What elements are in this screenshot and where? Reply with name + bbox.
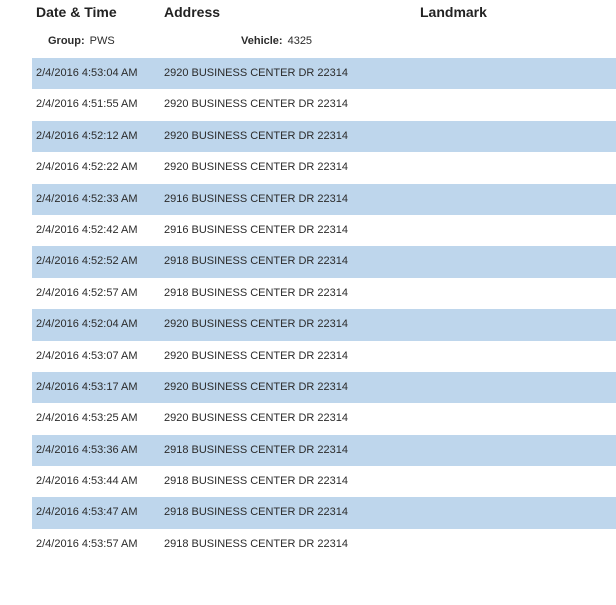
cell-datetime: 2/4/2016 4:52:22 AM [36, 161, 138, 174]
table-row[interactable] [32, 89, 616, 120]
cell-address: 2918 BUSINESS CENTER DR 22314 [164, 255, 349, 268]
cell-datetime: 2/4/2016 4:53:36 AM [36, 443, 138, 456]
table-row[interactable] [32, 529, 616, 560]
column-header-landmark[interactable]: Landmark [420, 4, 487, 20]
column-header-datetime[interactable]: Date & Time [36, 4, 117, 20]
cell-address: 2920 BUSINESS CENTER DR 22314 [164, 412, 349, 425]
cell-datetime: 2/4/2016 4:53:17 AM [36, 380, 138, 393]
vehicle-info [241, 35, 312, 47]
table-row[interactable] [32, 246, 616, 277]
table-row[interactable] [32, 184, 616, 215]
cell-address: 2920 BUSINESS CENTER DR 22314 [164, 129, 349, 142]
cell-address: 2918 BUSINESS CENTER DR 22314 [164, 537, 349, 550]
table-row[interactable] [32, 372, 616, 403]
cell-address: 2918 BUSINESS CENTER DR 22314 [164, 475, 349, 488]
cell-datetime: 2/4/2016 4:53:44 AM [36, 475, 138, 488]
table-row[interactable] [32, 152, 616, 183]
table-row[interactable] [32, 215, 616, 246]
data-table-body [32, 58, 616, 560]
column-header-address[interactable]: Address [164, 4, 221, 20]
cell-datetime: 2/4/2016 4:52:12 AM [36, 129, 138, 142]
cell-datetime: 2/4/2016 4:51:55 AM [36, 98, 138, 111]
table-row[interactable] [32, 309, 616, 340]
table-row[interactable] [32, 403, 616, 434]
vehicle-value: 4325 [287, 35, 313, 47]
column-headers [0, 0, 616, 26]
cell-address: 2918 BUSINESS CENTER DR 22314 [164, 443, 349, 456]
cell-address: 2920 BUSINESS CENTER DR 22314 [164, 380, 349, 393]
group-info [48, 35, 115, 47]
cell-datetime: 2/4/2016 4:53:04 AM [36, 67, 138, 79]
cell-datetime: 2/4/2016 4:53:25 AM [36, 412, 138, 425]
cell-address: 2920 BUSINESS CENTER DR 22314 [164, 67, 349, 79]
group-label: Group: [48, 35, 85, 47]
table-row[interactable] [32, 341, 616, 372]
cell-address: 2920 BUSINESS CENTER DR 22314 [164, 98, 349, 111]
cell-address: 2920 BUSINESS CENTER DR 22314 [164, 318, 349, 331]
cell-address: 2920 BUSINESS CENTER DR 22314 [164, 349, 349, 362]
cell-datetime: 2/4/2016 4:53:07 AM [36, 349, 138, 362]
cell-address: 2916 BUSINESS CENTER DR 22314 [164, 223, 349, 236]
table-row[interactable] [32, 58, 616, 89]
table-row[interactable] [32, 497, 616, 528]
cell-datetime: 2/4/2016 4:52:57 AM [36, 286, 138, 299]
cell-datetime: 2/4/2016 4:53:47 AM [36, 506, 138, 519]
group-value: PWS [89, 35, 115, 47]
cell-datetime: 2/4/2016 4:52:42 AM [36, 223, 138, 236]
cell-datetime: 2/4/2016 4:52:04 AM [36, 318, 138, 331]
vehicle-label: Vehicle: [241, 35, 283, 47]
table-row[interactable] [32, 435, 616, 466]
cell-address: 2920 BUSINESS CENTER DR 22314 [164, 161, 349, 174]
cell-address: 2916 BUSINESS CENTER DR 22314 [164, 192, 349, 205]
table-row[interactable] [32, 466, 616, 497]
cell-address: 2918 BUSINESS CENTER DR 22314 [164, 506, 349, 519]
cell-datetime: 2/4/2016 4:52:52 AM [36, 255, 138, 268]
group-header [0, 26, 616, 58]
cell-datetime: 2/4/2016 4:53:57 AM [36, 537, 138, 550]
table-row[interactable] [32, 278, 616, 309]
cell-datetime: 2/4/2016 4:52:33 AM [36, 192, 138, 205]
cell-address: 2918 BUSINESS CENTER DR 22314 [164, 286, 349, 299]
table-row[interactable] [32, 121, 616, 152]
